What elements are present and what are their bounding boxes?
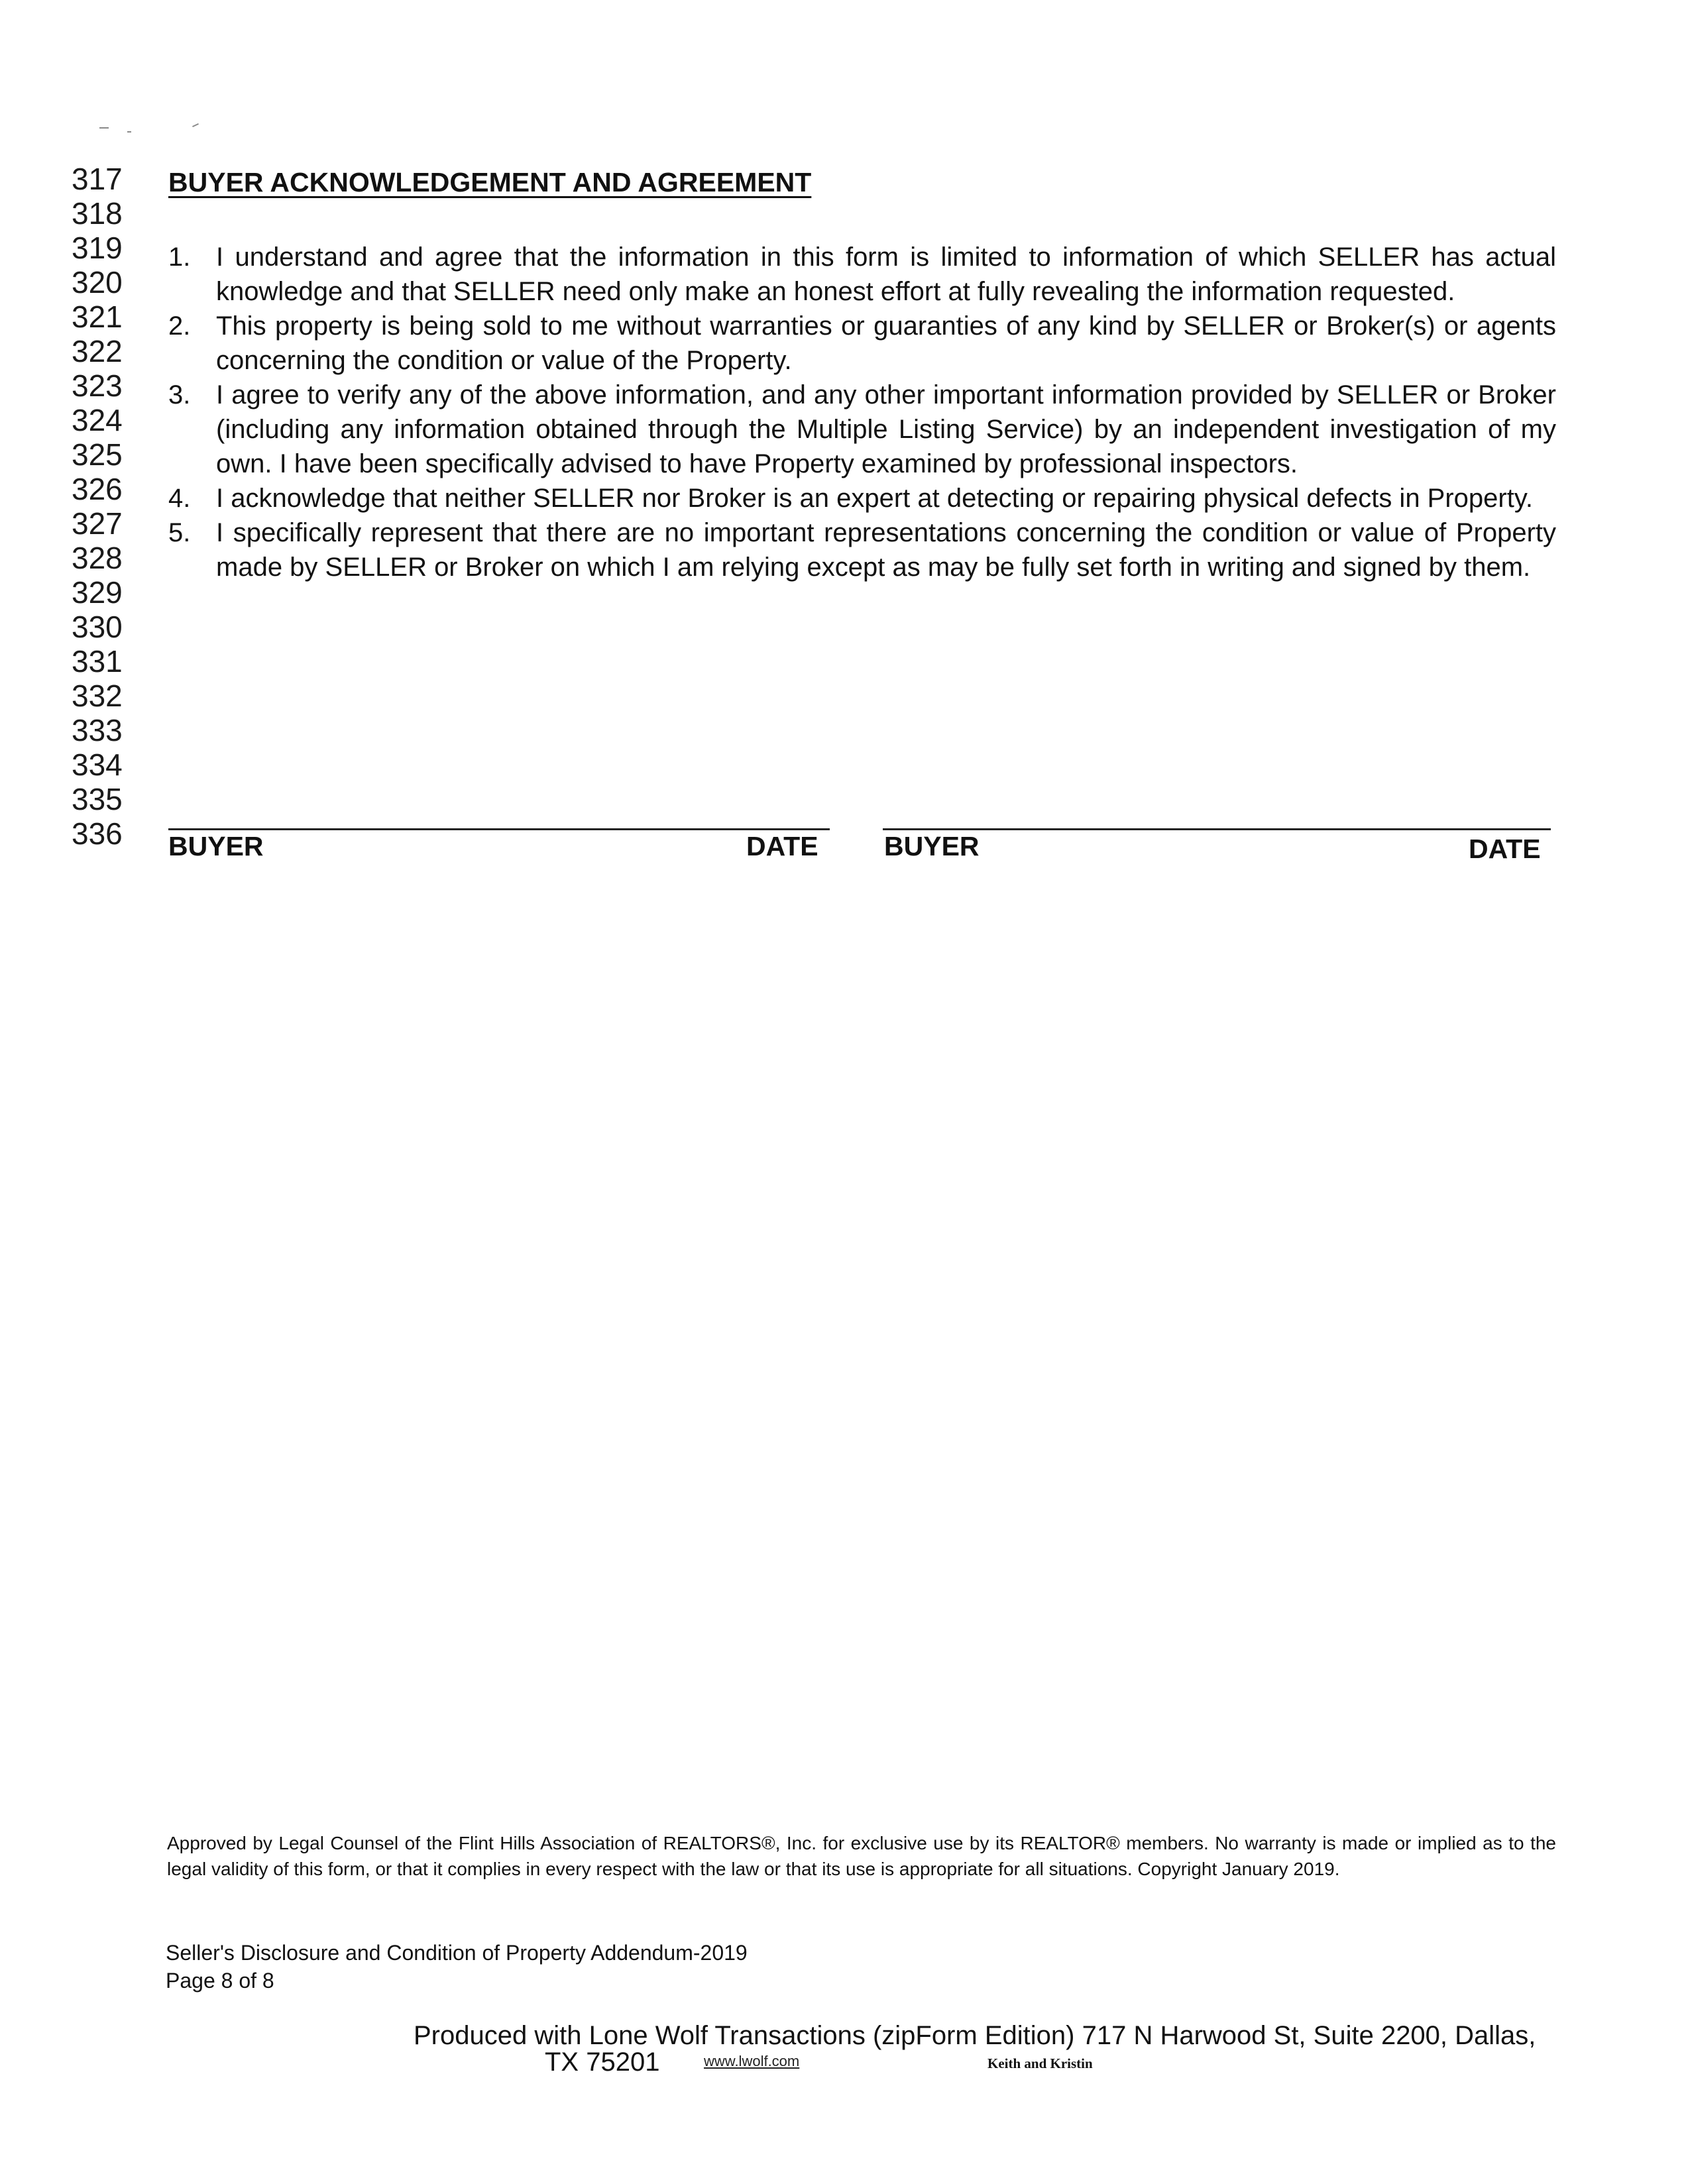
line-number: 333 xyxy=(72,713,123,747)
list-item xyxy=(168,309,1556,378)
page-number: Page 8 of 8 xyxy=(166,1969,274,1993)
scan-speck xyxy=(127,131,131,133)
item-number: 1. xyxy=(168,243,191,272)
client-name: Keith and Kristin xyxy=(987,2055,1093,2071)
item-text: I agree to verify any of the above information, and any other important information provided by SELLER or Broker (including any information obtained through the Multiple Listing Service) by an independent investigation of my own. I have been specifically advised to have Property examined by professional inspectors. xyxy=(216,380,1556,478)
line-number: 331 xyxy=(72,644,123,679)
line-number: 336 xyxy=(72,816,123,851)
producer-url-link[interactable]: www.lwolf.com xyxy=(704,2053,800,2069)
item-number: 3. xyxy=(168,380,191,410)
line-number: 327 xyxy=(72,506,123,541)
item-text: I acknowledge that neither SELLER nor Broker is an expert at detecting or repairing physical defects in Property. xyxy=(216,484,1533,513)
line-number: 323 xyxy=(72,368,123,403)
line-number: 319 xyxy=(72,231,123,265)
line-number: 324 xyxy=(72,403,123,437)
buyer-signature-line-2[interactable] xyxy=(883,828,1551,830)
line-number: 335 xyxy=(72,782,123,816)
buyer-label-1: BUYER xyxy=(168,831,264,861)
line-number: 329 xyxy=(72,575,123,610)
item-number: 4. xyxy=(168,484,191,513)
line-number: 322 xyxy=(72,334,123,368)
line-number: 326 xyxy=(72,472,123,506)
line-number: 328 xyxy=(72,541,123,575)
item-number: 5. xyxy=(168,518,191,547)
line-number: 330 xyxy=(72,610,123,644)
producer-line-1: Produced with Lone Wolf Transactions (zipForm Edition) 717 N Harwood St, Suite 2200, Dallas, xyxy=(414,2021,1536,2050)
item-text: This property is being sold to me without warranties or guaranties of any kind by SELLER or Broker(s) or agents concerning the condition or value of the Property. xyxy=(216,311,1556,375)
date-label-1: DATE xyxy=(746,831,818,861)
buyer-label-2: BUYER xyxy=(884,831,980,861)
line-number: 318 xyxy=(72,196,123,231)
line-number: 332 xyxy=(72,679,123,713)
line-number: 321 xyxy=(72,300,123,334)
list-item xyxy=(168,516,1556,584)
form-name: Seller's Disclosure and Condition of Property Addendum-2019 xyxy=(166,1941,748,1965)
line-number: 325 xyxy=(72,437,123,472)
buyer-signature-line-1[interactable] xyxy=(168,828,830,830)
item-number: 2. xyxy=(168,311,191,341)
line-number: 317 xyxy=(72,162,123,196)
line-number: 320 xyxy=(72,265,123,300)
acknowledgement-list xyxy=(168,240,1556,584)
item-text: I specifically represent that there are no important representations concerning the condition or value of Property made by SELLER or Broker on which I am relying except as may be fully set forth in writing and signed by them. xyxy=(216,518,1556,582)
list-item xyxy=(168,481,1556,516)
scan-speck xyxy=(99,127,109,129)
form-info xyxy=(166,1939,748,1994)
line-number: 334 xyxy=(72,747,123,782)
item-text: I understand and agree that the information in this form is limited to information of which SELLER has actual knowledge and that SELLER need only make an honest effort at fully revealing the information requested. xyxy=(216,243,1556,306)
legal-disclaimer: Approved by Legal Counsel of the Flint Hills Association of REALTORS®, Inc. for exclusive use by its REALTOR® members. No warranty is made or implied as to the legal validity of this form, or that it complies in every respect with the law or that its use is appropriate for all situations. Copyright January 2019. xyxy=(167,1833,1556,1879)
scan-speck xyxy=(192,123,199,127)
line-numbers xyxy=(72,162,135,851)
producer-line-2: TX 75201 xyxy=(545,2048,660,2077)
date-label-2: DATE xyxy=(1469,834,1541,864)
section-heading: BUYER ACKNOWLEDGEMENT AND AGREEMENT xyxy=(168,167,812,197)
list-item xyxy=(168,378,1556,481)
list-item xyxy=(168,240,1556,309)
